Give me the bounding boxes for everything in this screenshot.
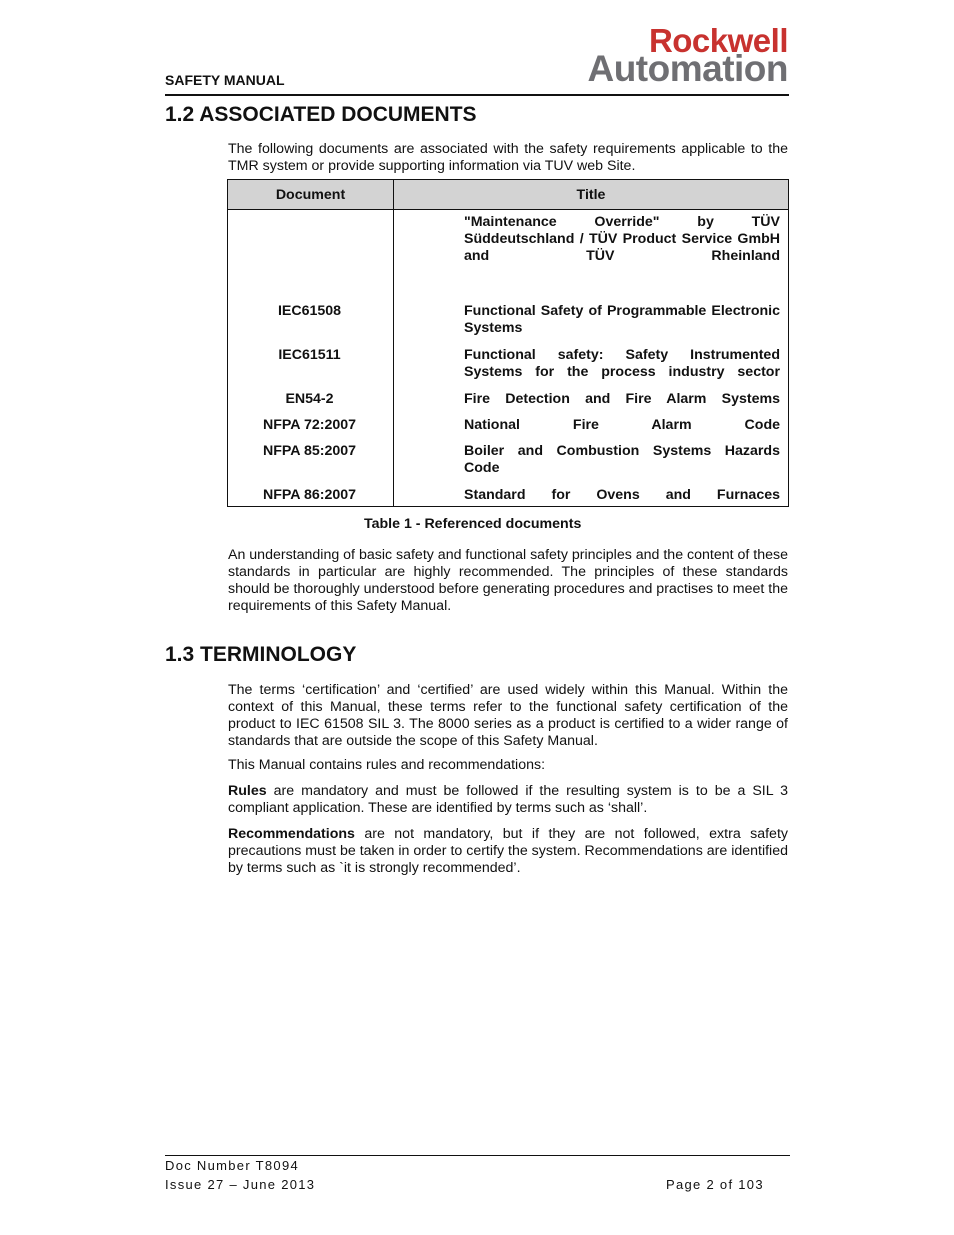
table-cell-doc: NFPA 86:2007 xyxy=(262,487,357,503)
table-cell-title: Functional Safety of Programmable Electronic Systems xyxy=(464,303,780,336)
rules-term: Rules xyxy=(228,783,267,799)
recommendations-term: Recommendations xyxy=(228,826,355,842)
section-heading-associated-documents: 1.2 ASSOCIATED DOCUMENTS xyxy=(165,103,477,126)
footer-page-number: Page 2 of 103 xyxy=(666,1177,764,1192)
recommendations-text: are not mandatory, but if they are not followed, extra safety precautions must be taken in order to certify the system. Recommendations are identified by terms such as `it is strongly recommended’. xyxy=(228,826,788,876)
terminology-paragraph-2: This Manual contains rules and recommendations: xyxy=(228,757,546,773)
document-column xyxy=(228,210,394,507)
column-header-title: Title xyxy=(394,180,789,210)
table-cell-doc: NFPA 72:2007 xyxy=(262,417,357,433)
column-header-document: Document xyxy=(228,180,394,210)
terminology-paragraph-1: The terms ‘certification’ and ‘certified’ are used widely within this Manual. Within the context of this Manual, these terms refer to the functional safety certification of the product to IEC 61508 SIL 3. The 8000 series as a product is certified to a wider range of standards that are outside the scope of this Safety Manual. xyxy=(228,682,788,749)
table-cell-title: National Fire Alarm Code xyxy=(464,417,780,433)
associated-documents-intro: The following documents are associated with the safety requirements applicable to the TMR system or provide supporting information via TUV web Site. xyxy=(228,141,788,174)
table-cell-title: Fire Detection and Fire Alarm Systems xyxy=(464,391,780,407)
footer-divider xyxy=(165,1155,790,1156)
table-cell-title: Boiler and Combustion Systems Hazards Code xyxy=(464,443,780,476)
table-cell-doc: NFPA 85:2007 xyxy=(262,443,357,459)
footer-issue: Issue 27 – June 2013 xyxy=(165,1177,316,1192)
referenced-documents-table xyxy=(227,179,789,507)
header-divider xyxy=(165,94,789,96)
rules-text: are mandatory and must be followed if the resulting system is to be a SIL 3 compliant application. These are identified by terms such as ‘shall’. xyxy=(228,783,788,816)
table-cell-doc: IEC61508 xyxy=(277,303,342,319)
table-cell-doc: EN54-2 xyxy=(285,391,334,407)
standards-understanding-paragraph: An understanding of basic safety and functional safety principles and the content of these standards in particular are highly recommended. The principles of these standards should be thoroughly understood before generating procedures and practises to meet the requirements of this Safety Manual. xyxy=(228,547,788,614)
rules-paragraph xyxy=(228,783,788,817)
table-cell-title: Standard for Ovens and Furnaces xyxy=(464,487,780,503)
table-header-row xyxy=(228,180,789,210)
section-heading-terminology: 1.3 TERMINOLOGY xyxy=(165,643,357,666)
table-cell-title: Functional safety: Safety Instrumented Systems for the process industry sector xyxy=(464,347,780,380)
table-caption: Table 1 - Referenced documents xyxy=(364,516,582,532)
table-cell-doc: IEC61511 xyxy=(278,347,341,363)
logo-line-1: Rockwell xyxy=(648,22,788,59)
running-header: SAFETY MANUAL xyxy=(165,72,285,88)
footer-doc-number: Doc Number T8094 xyxy=(165,1158,300,1173)
table-cell-title: "Maintenance Override" by TÜV Süddeutschland / TÜV Product Service GmbH and TÜV Rheinland xyxy=(464,214,780,264)
logo-line-2: Automation xyxy=(587,48,788,89)
recommendations-paragraph xyxy=(228,826,788,877)
rockwell-automation-logo xyxy=(552,22,788,89)
title-column xyxy=(394,210,789,507)
